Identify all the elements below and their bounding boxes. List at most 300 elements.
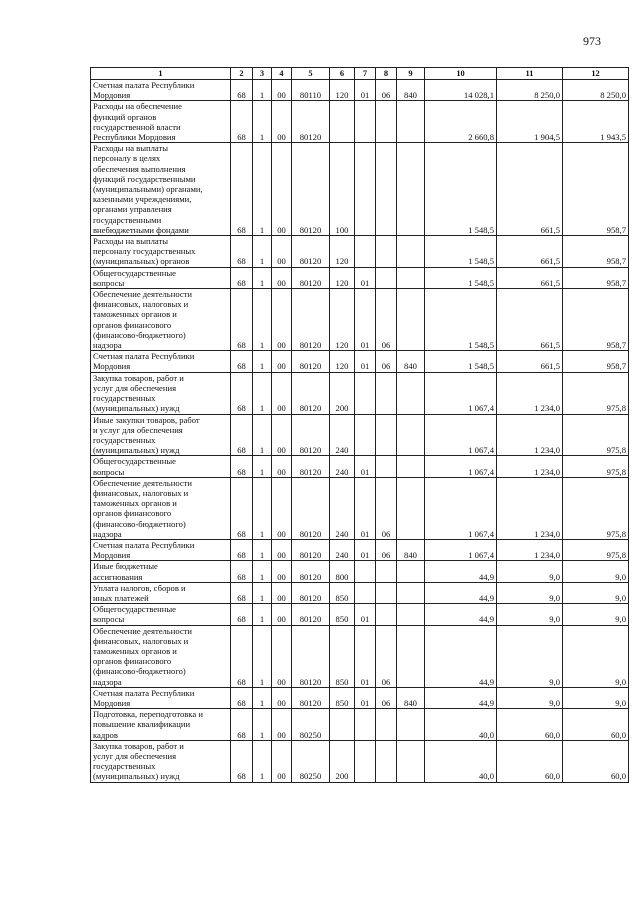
cell-col-12: 975,8 — [563, 414, 629, 456]
row-name-line: ассигнования — [93, 571, 143, 582]
table-row — [91, 289, 629, 351]
row-name-line: (финансово-бюджетного) — [93, 329, 186, 340]
table-row — [91, 80, 629, 101]
cell-col-5: 80120 — [292, 267, 330, 288]
table-header — [91, 68, 629, 80]
cell-col-5: 80110 — [292, 80, 330, 101]
cell-col-3: 1 — [253, 477, 272, 539]
cell-col-4: 00 — [272, 289, 292, 351]
cell-col-2: 68 — [231, 625, 253, 687]
cell-col-12: 958,7 — [563, 267, 629, 288]
cell-col-5: 80250 — [292, 740, 330, 782]
cell-col-9 — [397, 604, 425, 625]
cell-col-6: 240 — [330, 539, 355, 560]
table-row — [91, 477, 629, 539]
cell-col-3: 1 — [253, 561, 272, 582]
cell-col-8: 06 — [376, 351, 397, 372]
cell-col-10: 1 067,4 — [425, 539, 497, 560]
cell-col-4: 00 — [272, 709, 292, 741]
cell-col-9: 840 — [397, 80, 425, 101]
row-name-line: персоналу в целях — [93, 153, 161, 164]
cell-col-7: 01 — [355, 456, 376, 477]
table-row — [91, 456, 629, 477]
cell-col-12: 958,7 — [563, 351, 629, 372]
row-name-line: Закупка товаров, работ и — [93, 372, 184, 383]
row-name-line: таможенных органов и — [93, 498, 177, 509]
cell-col-2: 68 — [231, 477, 253, 539]
row-name-line: Обеспечение деятельности — [93, 625, 193, 636]
row-name-line: Расходы на обеспечение — [93, 101, 182, 112]
cell-col-6: 100 — [330, 143, 355, 236]
cell-col-5: 80120 — [292, 236, 330, 268]
cell-col-3: 1 — [253, 289, 272, 351]
cell-col-11: 60,0 — [497, 740, 563, 782]
column-header-2: 2 — [231, 68, 253, 80]
table-row — [91, 539, 629, 560]
cell-col-10: 1 548,5 — [425, 236, 497, 268]
cell-col-5: 80120 — [292, 456, 330, 477]
row-name-line: (муниципальными) органами, — [93, 184, 203, 195]
cell-col-7: 01 — [355, 625, 376, 687]
cell-col-9 — [397, 267, 425, 288]
cell-col-3: 1 — [253, 709, 272, 741]
cell-col-11: 9,0 — [497, 561, 563, 582]
row-name-line: Общегосударственные — [93, 604, 176, 615]
row-name-line: Счетная палата Республики — [93, 351, 195, 362]
table-row — [91, 687, 629, 708]
cell-col-4: 00 — [272, 625, 292, 687]
cell-col-11: 661,5 — [497, 236, 563, 268]
cell-col-2: 68 — [231, 351, 253, 372]
cell-col-10: 44,9 — [425, 561, 497, 582]
row-name — [91, 477, 231, 539]
table-row — [91, 101, 629, 143]
cell-col-5: 80120 — [292, 372, 330, 414]
cell-col-11: 1 234,0 — [497, 539, 563, 560]
cell-col-9 — [397, 625, 425, 687]
cell-col-3: 1 — [253, 604, 272, 625]
row-name-line: услуг для обеспечения — [93, 382, 177, 393]
cell-col-10: 1 067,4 — [425, 414, 497, 456]
cell-col-3: 1 — [253, 625, 272, 687]
row-name-line: иных платежей — [93, 592, 149, 603]
table-row — [91, 414, 629, 456]
cell-col-11: 661,5 — [497, 267, 563, 288]
row-name-line: государственных — [93, 393, 156, 404]
cell-col-11: 1 234,0 — [497, 414, 563, 456]
cell-col-8: 06 — [376, 625, 397, 687]
cell-col-7 — [355, 740, 376, 782]
cell-col-8: 06 — [376, 687, 397, 708]
cell-col-8 — [376, 236, 397, 268]
cell-col-4: 00 — [272, 561, 292, 582]
cell-col-3: 1 — [253, 351, 272, 372]
cell-col-10: 44,9 — [425, 625, 497, 687]
cell-col-6: 120 — [330, 267, 355, 288]
row-name-line: финансовых, налоговых и — [93, 299, 189, 310]
cell-col-8: 06 — [376, 477, 397, 539]
cell-col-3: 1 — [253, 80, 272, 101]
cell-col-6: 120 — [330, 351, 355, 372]
cell-col-2: 68 — [231, 80, 253, 101]
cell-col-3: 1 — [253, 101, 272, 143]
row-name-line: (финансово-бюджетного) — [93, 518, 186, 529]
row-name-line: Подготовка, переподготовка и — [93, 709, 203, 720]
cell-col-12: 60,0 — [563, 709, 629, 741]
cell-col-9 — [397, 740, 425, 782]
cell-col-9 — [397, 414, 425, 456]
row-name — [91, 289, 231, 351]
cell-col-12: 975,8 — [563, 539, 629, 560]
cell-col-12: 1 943,5 — [563, 101, 629, 143]
cell-col-2: 68 — [231, 561, 253, 582]
row-name-line: Республики Мордовия — [93, 132, 176, 143]
cell-col-4: 00 — [272, 351, 292, 372]
row-name-line: обеспечения выполнения — [93, 163, 186, 174]
row-name-line: Счетная палата Республики — [93, 687, 195, 698]
cell-col-5: 80120 — [292, 351, 330, 372]
column-header-5: 5 — [292, 68, 330, 80]
cell-col-6: 120 — [330, 80, 355, 101]
cell-col-2: 68 — [231, 267, 253, 288]
cell-col-8 — [376, 456, 397, 477]
cell-col-10: 1 548,5 — [425, 289, 497, 351]
column-header-12: 12 — [563, 68, 629, 80]
cell-col-4: 00 — [272, 582, 292, 603]
cell-col-4: 00 — [272, 236, 292, 268]
row-name-line: надзора — [93, 528, 122, 539]
row-name-line: Мордовия — [93, 697, 131, 708]
cell-col-7: 01 — [355, 477, 376, 539]
cell-col-6: 200 — [330, 740, 355, 782]
cell-col-7: 01 — [355, 267, 376, 288]
cell-col-5: 80120 — [292, 625, 330, 687]
row-name-line: вопросы — [93, 466, 125, 477]
header-row — [91, 68, 629, 80]
cell-col-11: 661,5 — [497, 289, 563, 351]
cell-col-12: 9,0 — [563, 625, 629, 687]
cell-col-3: 1 — [253, 143, 272, 236]
row-name — [91, 539, 231, 560]
row-name — [91, 561, 231, 582]
row-name-line: Закупка товаров, работ и — [93, 740, 184, 751]
row-name — [91, 351, 231, 372]
row-name — [91, 687, 231, 708]
cell-col-6: 850 — [330, 604, 355, 625]
row-name-line: (муниципальных) нужд — [93, 445, 180, 456]
row-name-line: надзора — [93, 676, 122, 687]
row-name-line: повышение квалификации — [93, 719, 191, 730]
column-header-10: 10 — [425, 68, 497, 80]
cell-col-12: 60,0 — [563, 740, 629, 782]
row-name-line: Счетная палата Республики — [93, 80, 195, 90]
row-name-line: (муниципальных) нужд — [93, 771, 180, 782]
row-name-line: Расходы на выплаты — [93, 143, 169, 154]
row-name-line: таможенных органов и — [93, 309, 177, 320]
cell-col-12: 975,8 — [563, 456, 629, 477]
cell-col-7: 01 — [355, 687, 376, 708]
cell-col-2: 68 — [231, 456, 253, 477]
cell-col-9 — [397, 372, 425, 414]
row-name — [91, 456, 231, 477]
cell-col-9 — [397, 561, 425, 582]
row-name-line: таможенных органов и — [93, 645, 177, 656]
row-name-line: государственных — [93, 434, 156, 445]
cell-col-5: 80120 — [292, 604, 330, 625]
cell-col-6 — [330, 101, 355, 143]
column-header-1: 1 — [91, 68, 231, 80]
cell-col-9 — [397, 709, 425, 741]
cell-col-7: 01 — [355, 80, 376, 101]
cell-col-4: 00 — [272, 687, 292, 708]
cell-col-6: 240 — [330, 477, 355, 539]
cell-col-11: 1 234,0 — [497, 456, 563, 477]
cell-col-4: 00 — [272, 414, 292, 456]
cell-col-5: 80120 — [292, 414, 330, 456]
cell-col-6: 850 — [330, 582, 355, 603]
cell-col-2: 68 — [231, 289, 253, 351]
row-name-line: Общегосударственные — [93, 267, 176, 278]
cell-col-7 — [355, 236, 376, 268]
cell-col-4: 00 — [272, 80, 292, 101]
cell-col-12: 975,8 — [563, 372, 629, 414]
cell-col-3: 1 — [253, 687, 272, 708]
cell-col-3: 1 — [253, 539, 272, 560]
column-header-4: 4 — [272, 68, 292, 80]
cell-col-2: 68 — [231, 740, 253, 782]
cell-col-7 — [355, 414, 376, 456]
cell-col-9 — [397, 477, 425, 539]
cell-col-4: 00 — [272, 456, 292, 477]
cell-col-12: 9,0 — [563, 604, 629, 625]
cell-col-10: 1 548,5 — [425, 143, 497, 236]
cell-col-8 — [376, 740, 397, 782]
cell-col-10: 44,9 — [425, 582, 497, 603]
row-name — [91, 236, 231, 268]
table-row — [91, 625, 629, 687]
row-name — [91, 604, 231, 625]
row-name — [91, 372, 231, 414]
row-name — [91, 709, 231, 741]
row-name-line: органов финансового — [93, 656, 172, 667]
cell-col-3: 1 — [253, 236, 272, 268]
cell-col-8 — [376, 143, 397, 236]
row-name-line: вопросы — [93, 614, 125, 625]
cell-col-8 — [376, 604, 397, 625]
cell-col-10: 44,9 — [425, 604, 497, 625]
row-name-line: государственной власти — [93, 121, 181, 132]
column-header-11: 11 — [497, 68, 563, 80]
cell-col-12: 9,0 — [563, 687, 629, 708]
cell-col-5: 80120 — [292, 582, 330, 603]
cell-col-7: 01 — [355, 289, 376, 351]
cell-col-4: 00 — [272, 143, 292, 236]
row-name — [91, 740, 231, 782]
cell-col-8 — [376, 414, 397, 456]
cell-col-7 — [355, 143, 376, 236]
column-header-8: 8 — [376, 68, 397, 80]
cell-col-12: 9,0 — [563, 582, 629, 603]
cell-col-4: 00 — [272, 267, 292, 288]
cell-col-2: 68 — [231, 582, 253, 603]
row-name-line: Иные закупки товаров, работ — [93, 414, 200, 425]
table-row — [91, 582, 629, 603]
cell-col-8 — [376, 582, 397, 603]
cell-col-6: 800 — [330, 561, 355, 582]
row-name — [91, 80, 231, 101]
cell-col-11: 8 250,0 — [497, 80, 563, 101]
row-name — [91, 582, 231, 603]
cell-col-6: 240 — [330, 456, 355, 477]
table-row — [91, 143, 629, 236]
cell-col-6: 200 — [330, 372, 355, 414]
table-row — [91, 740, 629, 782]
row-name-line: органов финансового — [93, 508, 172, 519]
cell-col-10: 1 548,5 — [425, 351, 497, 372]
cell-col-6: 850 — [330, 687, 355, 708]
cell-col-10: 1 067,4 — [425, 456, 497, 477]
cell-col-2: 68 — [231, 101, 253, 143]
cell-col-2: 68 — [231, 414, 253, 456]
row-name-line: Мордовия — [93, 361, 131, 372]
page-number: 973 — [583, 34, 601, 48]
cell-col-2: 68 — [231, 143, 253, 236]
row-name-line: государственных — [93, 761, 156, 772]
cell-col-4: 00 — [272, 101, 292, 143]
table-row — [91, 372, 629, 414]
cell-col-11: 1 234,0 — [497, 372, 563, 414]
cell-col-10: 40,0 — [425, 709, 497, 741]
cell-col-6: 120 — [330, 236, 355, 268]
cell-col-5: 80120 — [292, 539, 330, 560]
cell-col-2: 68 — [231, 604, 253, 625]
row-name-line: (финансово-бюджетного) — [93, 666, 186, 677]
cell-col-12: 958,7 — [563, 143, 629, 236]
row-name-line: (муниципальных) нужд — [93, 403, 180, 414]
cell-col-9 — [397, 236, 425, 268]
cell-col-7 — [355, 561, 376, 582]
table-row — [91, 604, 629, 625]
cell-col-3: 1 — [253, 456, 272, 477]
cell-col-5: 80120 — [292, 101, 330, 143]
row-name — [91, 101, 231, 143]
cell-col-4: 00 — [272, 740, 292, 782]
cell-col-2: 68 — [231, 236, 253, 268]
row-name-line: органов финансового — [93, 319, 172, 330]
cell-col-5: 80120 — [292, 687, 330, 708]
cell-col-5: 80250 — [292, 709, 330, 741]
cell-col-7 — [355, 709, 376, 741]
row-name-line: Счетная палата Республики — [93, 539, 195, 550]
cell-col-5: 80120 — [292, 143, 330, 236]
row-name-line: финансовых, налоговых и — [93, 487, 189, 498]
table-row — [91, 561, 629, 582]
row-name — [91, 267, 231, 288]
cell-col-7 — [355, 582, 376, 603]
row-name-line: Иные бюджетные — [93, 561, 158, 572]
cell-col-10: 1 067,4 — [425, 372, 497, 414]
cell-col-10: 1 548,5 — [425, 267, 497, 288]
row-name-line: Обеспечение деятельности — [93, 477, 193, 488]
cell-col-10: 40,0 — [425, 740, 497, 782]
cell-col-3: 1 — [253, 267, 272, 288]
row-name-line: кадров — [93, 729, 118, 740]
cell-col-5: 80120 — [292, 561, 330, 582]
cell-col-4: 00 — [272, 477, 292, 539]
cell-col-4: 00 — [272, 604, 292, 625]
cell-col-8 — [376, 101, 397, 143]
cell-col-11: 9,0 — [497, 604, 563, 625]
cell-col-10: 14 028,1 — [425, 80, 497, 101]
row-name-line: (муниципальных) органов — [93, 256, 190, 267]
cell-col-8 — [376, 267, 397, 288]
cell-col-4: 00 — [272, 539, 292, 560]
cell-col-8 — [376, 561, 397, 582]
cell-col-8: 06 — [376, 289, 397, 351]
cell-col-10: 2 660,8 — [425, 101, 497, 143]
row-name-line: персоналу государственных — [93, 246, 196, 257]
column-header-7: 7 — [355, 68, 376, 80]
cell-col-11: 9,0 — [497, 687, 563, 708]
cell-col-11: 9,0 — [497, 582, 563, 603]
cell-col-8 — [376, 709, 397, 741]
cell-col-5: 80120 — [292, 289, 330, 351]
budget-table — [90, 67, 629, 783]
row-name-line: функций органов — [93, 111, 157, 122]
cell-col-12: 8 250,0 — [563, 80, 629, 101]
column-header-6: 6 — [330, 68, 355, 80]
cell-col-12: 958,7 — [563, 289, 629, 351]
table-row — [91, 351, 629, 372]
cell-col-4: 00 — [272, 372, 292, 414]
cell-col-7: 01 — [355, 351, 376, 372]
row-name-line: надзора — [93, 340, 122, 351]
cell-col-11: 661,5 — [497, 143, 563, 236]
table-body — [91, 80, 629, 783]
cell-col-2: 68 — [231, 687, 253, 708]
cell-col-12: 975,8 — [563, 477, 629, 539]
row-name — [91, 143, 231, 236]
cell-col-9 — [397, 582, 425, 603]
row-name-line: Мордовия — [93, 550, 131, 561]
row-name-line: вопросы — [93, 277, 125, 288]
cell-col-5: 80120 — [292, 477, 330, 539]
cell-col-3: 1 — [253, 582, 272, 603]
cell-col-6: 240 — [330, 414, 355, 456]
cell-col-11: 661,5 — [497, 351, 563, 372]
cell-col-2: 68 — [231, 539, 253, 560]
cell-col-2: 68 — [231, 372, 253, 414]
column-header-3: 3 — [253, 68, 272, 80]
row-name — [91, 414, 231, 456]
table-row — [91, 709, 629, 741]
cell-col-9: 840 — [397, 687, 425, 708]
cell-col-8: 06 — [376, 539, 397, 560]
cell-col-10: 1 067,4 — [425, 477, 497, 539]
cell-col-11: 1 234,0 — [497, 477, 563, 539]
cell-col-9 — [397, 101, 425, 143]
column-header-9: 9 — [397, 68, 425, 80]
row-name-line: Расходы на выплаты — [93, 236, 169, 247]
row-name-line: органами управления — [93, 204, 172, 215]
table-row — [91, 267, 629, 288]
cell-col-2: 68 — [231, 709, 253, 741]
row-name-line: услуг для обеспечения — [93, 751, 177, 761]
row-name-line: Мордовия — [93, 90, 131, 101]
cell-col-6: 120 — [330, 289, 355, 351]
cell-col-7: 01 — [355, 604, 376, 625]
cell-col-9: 840 — [397, 539, 425, 560]
